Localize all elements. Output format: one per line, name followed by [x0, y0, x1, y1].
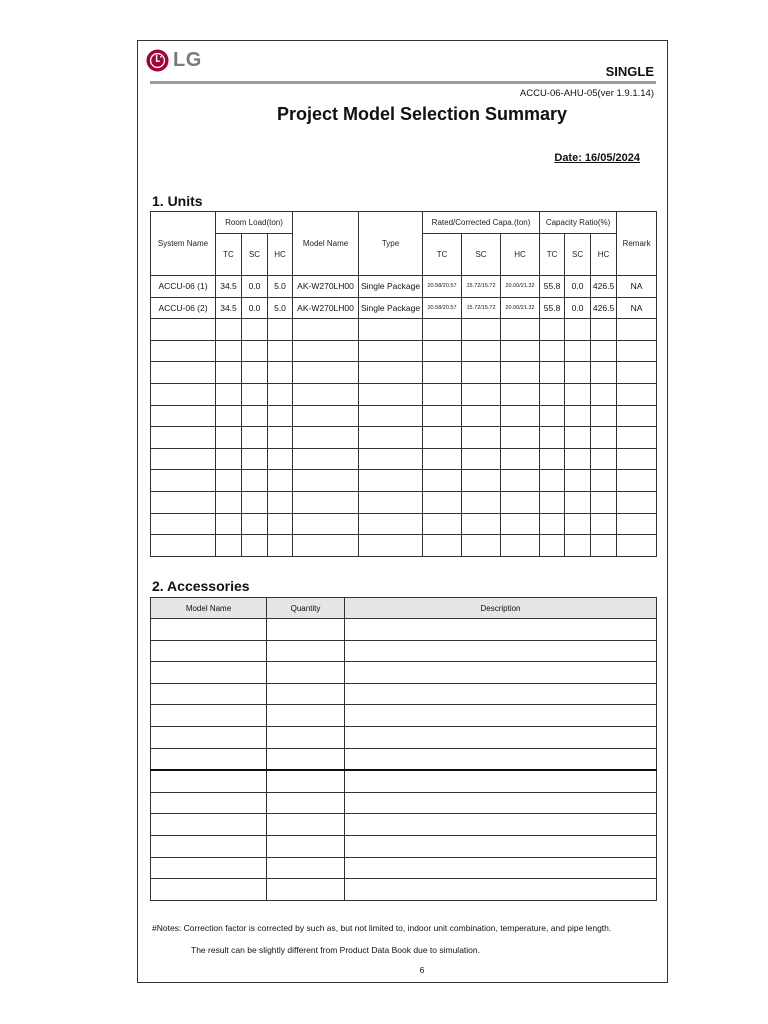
- table-cell: [591, 535, 617, 557]
- table-row: [151, 814, 657, 836]
- header-system-name: System Name: [151, 212, 216, 276]
- table-cell: [359, 383, 423, 405]
- table-cell: [268, 491, 293, 513]
- table-cell: [565, 513, 591, 535]
- table-cell: [293, 383, 359, 405]
- table-cell: [242, 513, 268, 535]
- table-cell: [565, 535, 591, 557]
- table-cell: [293, 470, 359, 492]
- table-cell: [462, 383, 501, 405]
- table-cell: [423, 470, 462, 492]
- table-cell: [565, 470, 591, 492]
- table-cell: [359, 513, 423, 535]
- table-cell: [462, 448, 501, 470]
- table-cell: 20.00/21.32: [501, 297, 540, 319]
- table-cell: [267, 770, 345, 792]
- table-cell: [268, 535, 293, 557]
- table-cell: [359, 405, 423, 427]
- table-cell: [423, 491, 462, 513]
- accessories-table-body: [151, 619, 657, 901]
- table-cell: [151, 835, 267, 857]
- table-cell: [565, 448, 591, 470]
- table-cell: [617, 448, 657, 470]
- header-capacity-ratio: Capacity Ratio(%): [540, 212, 617, 234]
- header-acc-model-name: Model Name: [151, 598, 267, 619]
- table-cell: [151, 383, 216, 405]
- table-cell: [151, 814, 267, 836]
- table-cell: [267, 662, 345, 684]
- table-cell: [345, 726, 657, 748]
- table-cell: [151, 405, 216, 427]
- table-cell: NA: [617, 276, 657, 298]
- table-row: [151, 427, 657, 449]
- table-cell: [345, 640, 657, 662]
- table-cell: 5.0: [268, 297, 293, 319]
- units-table-body: [151, 276, 657, 557]
- table-cell: [617, 470, 657, 492]
- table-cell: [345, 857, 657, 879]
- table-cell: [462, 535, 501, 557]
- table-cell: ACCU-06 (2): [151, 297, 216, 319]
- table-cell: [151, 879, 267, 901]
- table-cell: [242, 405, 268, 427]
- table-cell: [267, 640, 345, 662]
- table-cell: [540, 448, 565, 470]
- table-cell: [267, 619, 345, 641]
- variant-label: SINGLE: [605, 64, 654, 79]
- table-cell: [345, 835, 657, 857]
- table-cell: [151, 619, 267, 641]
- table-cell: [293, 340, 359, 362]
- table-cell: [359, 448, 423, 470]
- table-cell: [462, 362, 501, 384]
- table-cell: [462, 491, 501, 513]
- table-cell: [359, 319, 423, 341]
- table-cell: [151, 340, 216, 362]
- table-cell: 0.0: [242, 297, 268, 319]
- table-cell: [151, 448, 216, 470]
- table-cell: 55.8: [540, 276, 565, 298]
- table-cell: [268, 319, 293, 341]
- table-cell: [591, 470, 617, 492]
- table-cell: [242, 491, 268, 513]
- table-cell: [540, 427, 565, 449]
- page-number: 6: [419, 965, 425, 975]
- table-cell: [501, 319, 540, 341]
- table-cell: [293, 319, 359, 341]
- table-row: [151, 276, 657, 298]
- header-acc-description: Description: [345, 598, 657, 619]
- table-cell: 0.0: [565, 276, 591, 298]
- table-cell: [216, 340, 242, 362]
- table-cell: [267, 705, 345, 727]
- table-row: [151, 383, 657, 405]
- header-room-sc: SC: [242, 234, 268, 276]
- table-cell: [242, 383, 268, 405]
- table-cell: [540, 362, 565, 384]
- header-capa-hc: HC: [501, 234, 540, 276]
- table-cell: [345, 814, 657, 836]
- header-model-name: Model Name: [293, 212, 359, 276]
- table-row: [151, 297, 657, 319]
- table-row: [151, 640, 657, 662]
- table-cell: [423, 427, 462, 449]
- table-cell: [617, 319, 657, 341]
- table-cell: [591, 513, 617, 535]
- table-cell: [501, 340, 540, 362]
- lg-logo-icon: [146, 49, 169, 72]
- table-cell: [591, 448, 617, 470]
- table-cell: [242, 319, 268, 341]
- table-row: [151, 619, 657, 641]
- accessories-section-title: 2. Accessories: [152, 578, 250, 594]
- table-cell: 0.0: [565, 297, 591, 319]
- table-cell: [423, 448, 462, 470]
- table-cell: 34.5: [216, 297, 242, 319]
- table-row: [151, 770, 657, 792]
- table-cell: [617, 427, 657, 449]
- table-row: [151, 340, 657, 362]
- table-cell: [216, 470, 242, 492]
- table-cell: Single Package: [359, 276, 423, 298]
- table-cell: [501, 470, 540, 492]
- table-row: [151, 513, 657, 535]
- table-cell: [345, 683, 657, 705]
- logo-text: LG: [173, 49, 202, 71]
- table-cell: [268, 405, 293, 427]
- table-cell: 20.58/20.57: [423, 297, 462, 319]
- table-cell: [501, 535, 540, 557]
- table-cell: [591, 362, 617, 384]
- table-cell: [151, 726, 267, 748]
- table-cell: [591, 340, 617, 362]
- table-cell: [151, 362, 216, 384]
- table-cell: [268, 340, 293, 362]
- table-cell: [501, 513, 540, 535]
- table-cell: [151, 662, 267, 684]
- table-cell: [267, 683, 345, 705]
- table-cell: [267, 857, 345, 879]
- table-cell: [591, 405, 617, 427]
- table-cell: [242, 340, 268, 362]
- table-cell: [501, 427, 540, 449]
- table-cell: [501, 491, 540, 513]
- table-cell: [293, 362, 359, 384]
- table-row: [151, 362, 657, 384]
- table-cell: [540, 491, 565, 513]
- table-cell: [501, 448, 540, 470]
- table-row: [151, 705, 657, 727]
- table-cell: [293, 405, 359, 427]
- table-cell: 55.8: [540, 297, 565, 319]
- table-cell: [242, 535, 268, 557]
- table-cell: [151, 857, 267, 879]
- table-cell: [423, 383, 462, 405]
- table-cell: [268, 513, 293, 535]
- table-cell: 15.72/15.72: [462, 276, 501, 298]
- header-rated-capa: Rated/Corrected Capa.(ton): [423, 212, 540, 234]
- table-cell: [293, 427, 359, 449]
- table-cell: [423, 319, 462, 341]
- table-cell: 20.58/20.57: [423, 276, 462, 298]
- table-cell: [540, 340, 565, 362]
- table-cell: [345, 705, 657, 727]
- table-cell: [359, 535, 423, 557]
- table-cell: [293, 513, 359, 535]
- table-cell: [565, 491, 591, 513]
- table-cell: [423, 340, 462, 362]
- table-cell: [267, 814, 345, 836]
- table-cell: [423, 405, 462, 427]
- table-cell: NA: [617, 297, 657, 319]
- header-ratio-sc: SC: [565, 234, 591, 276]
- table-cell: [267, 726, 345, 748]
- table-cell: ACCU-06 (1): [151, 276, 216, 298]
- table-cell: [617, 383, 657, 405]
- table-cell: [423, 535, 462, 557]
- table-cell: [462, 513, 501, 535]
- table-row: [151, 448, 657, 470]
- table-cell: [462, 319, 501, 341]
- header-acc-quantity: Quantity: [267, 598, 345, 619]
- lg-logo: [146, 49, 202, 72]
- table-cell: [501, 362, 540, 384]
- table-cell: [565, 340, 591, 362]
- table-cell: [591, 383, 617, 405]
- header-type: Type: [359, 212, 423, 276]
- table-cell: [540, 513, 565, 535]
- table-row: [151, 535, 657, 557]
- table-cell: [267, 792, 345, 814]
- table-cell: [216, 383, 242, 405]
- table-row: [151, 792, 657, 814]
- table-cell: [216, 427, 242, 449]
- table-cell: [540, 470, 565, 492]
- table-cell: [151, 470, 216, 492]
- table-cell: [216, 491, 242, 513]
- table-row: [151, 683, 657, 705]
- table-cell: [216, 513, 242, 535]
- table-cell: [617, 340, 657, 362]
- table-cell: [617, 362, 657, 384]
- table-cell: [565, 319, 591, 341]
- header-room-tc: TC: [216, 234, 242, 276]
- table-cell: 5.0: [268, 276, 293, 298]
- table-cell: [617, 513, 657, 535]
- table-cell: [359, 470, 423, 492]
- table-cell: [462, 340, 501, 362]
- table-cell: [151, 535, 216, 557]
- table-row: [151, 835, 657, 857]
- table-cell: [540, 405, 565, 427]
- table-cell: [268, 362, 293, 384]
- table-cell: [345, 619, 657, 641]
- table-cell: [293, 535, 359, 557]
- header-capa-sc: SC: [462, 234, 501, 276]
- table-cell: [359, 362, 423, 384]
- table-cell: [151, 319, 216, 341]
- table-cell: [345, 879, 657, 901]
- table-cell: [540, 383, 565, 405]
- table-cell: [151, 792, 267, 814]
- table-cell: [565, 405, 591, 427]
- table-cell: [359, 340, 423, 362]
- table-cell: [540, 319, 565, 341]
- notes-line-1: #Notes: Correction factor is corrected by such as, but not limited to, indoor unit combination, temperature, and pipe length.: [152, 923, 612, 933]
- header-remark: Remark: [617, 212, 657, 276]
- table-cell: 34.5: [216, 276, 242, 298]
- table-cell: [617, 535, 657, 557]
- table-row: [151, 470, 657, 492]
- table-cell: AK-W270LH00: [293, 297, 359, 319]
- table-cell: [151, 748, 267, 770]
- table-cell: [617, 405, 657, 427]
- table-cell: [151, 491, 216, 513]
- table-cell: [242, 362, 268, 384]
- header-divider: [150, 81, 656, 84]
- table-cell: 0.0: [242, 276, 268, 298]
- accessories-table: [150, 597, 657, 901]
- table-row: [151, 857, 657, 879]
- date-label: Date: 16/05/2024: [554, 152, 640, 164]
- table-cell: [151, 427, 216, 449]
- table-cell: [345, 662, 657, 684]
- table-cell: [216, 535, 242, 557]
- table-cell: [216, 362, 242, 384]
- units-table: [150, 211, 657, 557]
- table-cell: [151, 640, 267, 662]
- table-cell: AK-W270LH00: [293, 276, 359, 298]
- table-cell: [267, 748, 345, 770]
- table-cell: [151, 513, 216, 535]
- table-row: [151, 726, 657, 748]
- table-cell: [565, 427, 591, 449]
- table-cell: [345, 792, 657, 814]
- table-row: [151, 879, 657, 901]
- header-ratio-tc: TC: [540, 234, 565, 276]
- table-row: [151, 405, 657, 427]
- table-cell: [268, 427, 293, 449]
- table-cell: [591, 491, 617, 513]
- table-cell: [591, 319, 617, 341]
- table-cell: [540, 535, 565, 557]
- table-cell: [267, 879, 345, 901]
- table-cell: [268, 383, 293, 405]
- table-row: [151, 319, 657, 341]
- table-cell: [462, 405, 501, 427]
- units-section-title: 1. Units: [152, 193, 203, 209]
- table-cell: [151, 683, 267, 705]
- table-cell: 426.5: [591, 276, 617, 298]
- table-cell: [565, 383, 591, 405]
- table-row: [151, 748, 657, 770]
- table-cell: [216, 405, 242, 427]
- table-cell: 20.00/21.32: [501, 276, 540, 298]
- header-ratio-hc: HC: [591, 234, 617, 276]
- table-cell: [216, 448, 242, 470]
- table-cell: [591, 427, 617, 449]
- table-row: [151, 491, 657, 513]
- notes-line-2: The result can be slightly different from Product Data Book due to simulation.: [191, 945, 480, 955]
- table-cell: [359, 427, 423, 449]
- table-row: [151, 662, 657, 684]
- table-cell: [345, 770, 657, 792]
- table-cell: [501, 383, 540, 405]
- table-cell: [462, 427, 501, 449]
- table-cell: [267, 835, 345, 857]
- table-cell: 15.72/15.72: [462, 297, 501, 319]
- table-cell: [345, 748, 657, 770]
- table-cell: [423, 513, 462, 535]
- header-capa-tc: TC: [423, 234, 462, 276]
- table-cell: 426.5: [591, 297, 617, 319]
- table-cell: [216, 319, 242, 341]
- table-cell: [565, 362, 591, 384]
- table-cell: [617, 491, 657, 513]
- header-room-hc: HC: [268, 234, 293, 276]
- table-cell: [501, 405, 540, 427]
- table-cell: [293, 491, 359, 513]
- page-title: Project Model Selection Summary: [276, 104, 568, 124]
- table-cell: [242, 470, 268, 492]
- table-cell: [359, 491, 423, 513]
- table-cell: [268, 448, 293, 470]
- table-cell: [151, 770, 267, 792]
- table-cell: Single Package: [359, 297, 423, 319]
- table-cell: [268, 470, 293, 492]
- table-cell: [151, 705, 267, 727]
- table-cell: [242, 427, 268, 449]
- header-room-load: Room Load(ton): [216, 212, 293, 234]
- table-cell: [242, 448, 268, 470]
- version-label: ACCU-06-AHU-05(ver 1.9.1.14): [519, 88, 654, 99]
- table-cell: [462, 470, 501, 492]
- table-cell: [423, 362, 462, 384]
- table-cell: [293, 448, 359, 470]
